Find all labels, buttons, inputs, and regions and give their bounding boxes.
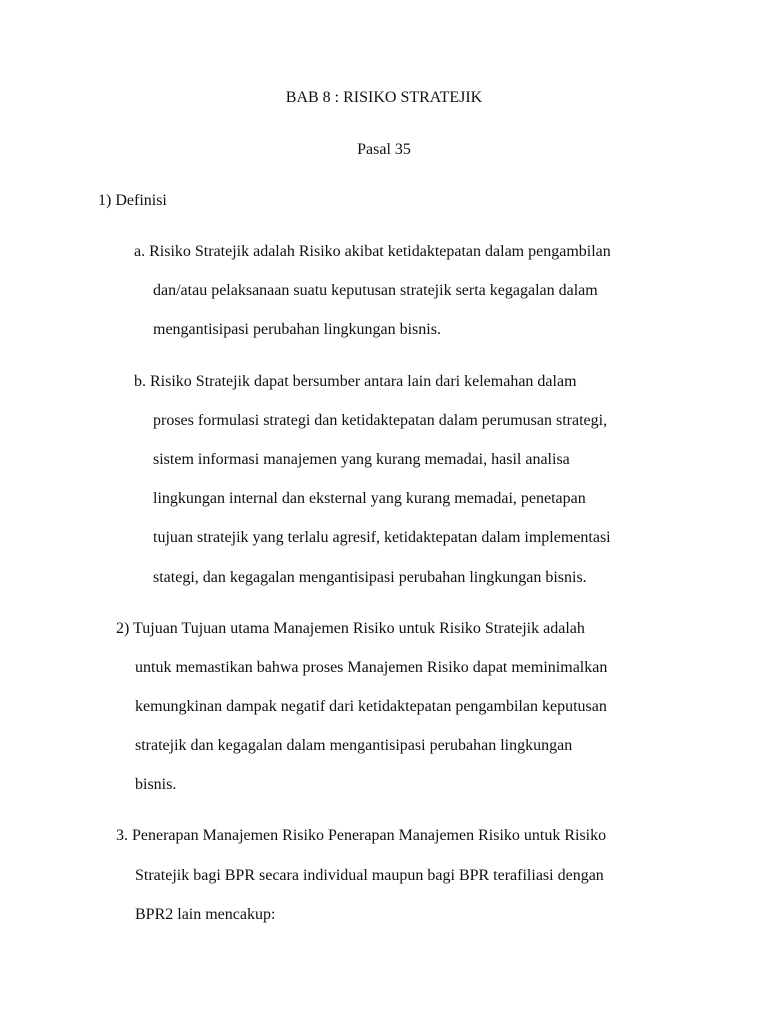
paragraph-line: b. Risiko Stratejik dapat bersumber antara lain dari kelemahan dalam bbox=[134, 373, 577, 390]
section-1-heading: 1) Definisi bbox=[98, 192, 167, 209]
paragraph-line: bisnis. bbox=[135, 776, 177, 793]
paragraph-line: sistem informasi manajemen yang kurang memadai, hasil analisa bbox=[153, 451, 570, 468]
paragraph-line: Stratejik bagi BPR secara individual maupun bagi BPR terafiliasi dengan bbox=[135, 867, 604, 884]
paragraph-line: tujuan stratejik yang terlalu agresif, ketidaktepatan dalam implementasi bbox=[153, 529, 611, 546]
paragraph-line: BPR2 lain mencakup: bbox=[135, 906, 276, 923]
paragraph-line: 2) Tujuan Tujuan utama Manajemen Risiko untuk Risiko Stratejik adalah bbox=[116, 620, 585, 637]
paragraph-line: lingkungan internal dan eksternal yang kurang memadai, penetapan bbox=[153, 490, 586, 507]
paragraph-line: stategi, dan kegagalan mengantisipasi perubahan lingkungan bisnis. bbox=[153, 569, 587, 586]
paragraph-line: proses formulasi strategi dan ketidaktepatan dalam perumusan strategi, bbox=[153, 412, 608, 429]
paragraph-line: stratejik dan kegagalan dalam mengantisipasi perubahan lingkungan bbox=[135, 737, 573, 754]
paragraph-line: dan/atau pelaksanaan suatu keputusan stratejik serta kegagalan dalam bbox=[153, 282, 598, 299]
paragraph-line: a. Risiko Stratejik adalah Risiko akibat ketidaktepatan dalam pengambilan bbox=[134, 243, 611, 260]
paragraph-line: kemungkinan dampak negatif dari ketidaktepatan pengambilan keputusan bbox=[135, 698, 607, 715]
paragraph-line: mengantisipasi perubahan lingkungan bisnis. bbox=[153, 321, 441, 338]
chapter-title: BAB 8 : RISIKO STRATEJIK bbox=[285, 89, 483, 106]
paragraph-line: untuk memastikan bahwa proses Manajemen Risiko dapat meminimalkan bbox=[135, 659, 608, 676]
article-number: Pasal 35 bbox=[357, 141, 411, 158]
paragraph-line: 3. Penerapan Manajemen Risiko Penerapan Manajemen Risiko untuk Risiko bbox=[116, 827, 607, 844]
